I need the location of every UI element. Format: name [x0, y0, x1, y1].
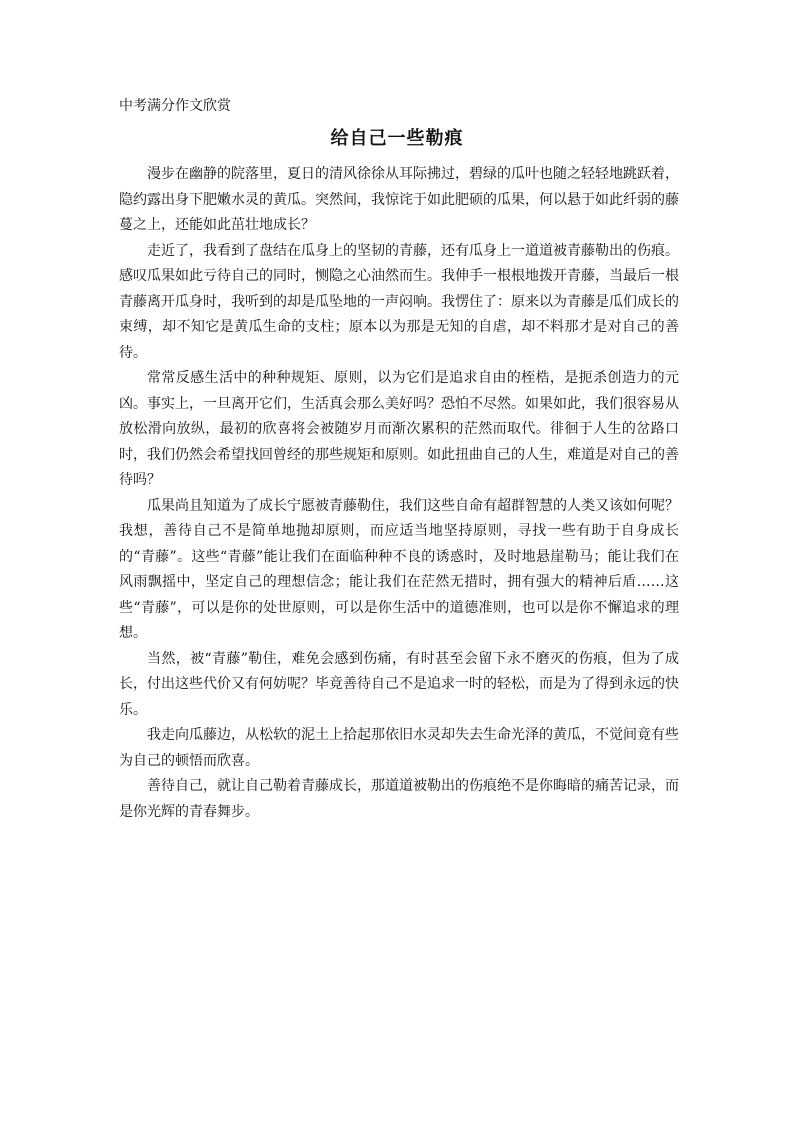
paragraph: 我走向瓜藤边，从松软的泥土上拾起那依旧水灵却失去生命光泽的黄瓜，不觉间竟有些为自己的顿悟而欣喜。	[119, 727, 679, 769]
essay-title: 给自己一些勒痕	[330, 128, 464, 149]
paragraph: 常常反感生活中的种种规矩、原则，以为它们是追求自由的桎梏，是扼杀创造力的元凶。事实上，一旦离开它们，生活真会那么美好吗？恐怕不尽然。如果如此，我们很容易从放松滑向放纵，最初的欣喜将会被随岁月而渐次累积的茫然而取代。徘徊于人生的岔路口时，我们仍然会希望找回曾经的那些规矩和原则。如此扭曲自己的人生，难道是对自己的善待吗？	[119, 370, 679, 488]
paragraph: 当然，被“青藤”勒住，难免会感到伤痛，有时甚至会留下永不磨灭的伤痕，但为了成长，付出这些代价又有何妨呢？毕竟善待自己不是追求一时的轻松，而是为了得到永远的快乐。	[119, 650, 679, 718]
paragraph: 走近了，我看到了盘结在瓜身上的坚韧的青藤，还有瓜身上一道道被青藤勒出的伤痕。感叹瓜果如此亏待自己的同时，恻隐之心油然而生。我伸手一根根地拨开青藤，当最后一根青藤离开瓜身时，我听到的却是瓜坠地的一声闷响。我愣住了：原来以为青藤是瓜们成长的束缚，却不知它是黄瓜生命的支柱；原本以为那是无知的自虐，却不料那才是对自己的善待。	[119, 242, 679, 361]
essay-body	[119, 162, 679, 825]
paragraph: 瓜果尚且知道为了成长宁愿被青藤勒住，我们这些自命有超群智慧的人类又该如何呢？我想，善待自己不是简单地抛却原则，而应适当地坚持原则，寻找一些有助于自身成长的“青藤”。这些“青藤”能让我们在面临种种不良的诱惑时，及时地悬崖勒马；能让我们在风雨飘摇中，坚定自己的理想信念；能让我们在茫然无措时，拥有强大的精神后盾……这些“青藤”，可以是你的处世原则，可以是你生活中的道德准则，也可以是你不懈追求的理想。	[119, 497, 679, 641]
paragraph: 善待自己，就让自己勒着青藤成长，那道道被勒出的伤痕绝不是你晦暗的痛苦记录，而是你光辉的青春舞步。	[119, 778, 679, 820]
paragraph: 漫步在幽静的院落里，夏日的清风徐徐从耳际拂过，碧绿的瓜叶也随之轻轻地跳跃着，隐约露出身下肥嫩水灵的黄瓜。突然间，我惊诧于如此肥硕的瓜果，何以悬于如此纤弱的藤蔓之上，还能如此茁壮地成长？	[119, 166, 679, 233]
header-label: 中考满分作文欣赏	[119, 98, 231, 114]
